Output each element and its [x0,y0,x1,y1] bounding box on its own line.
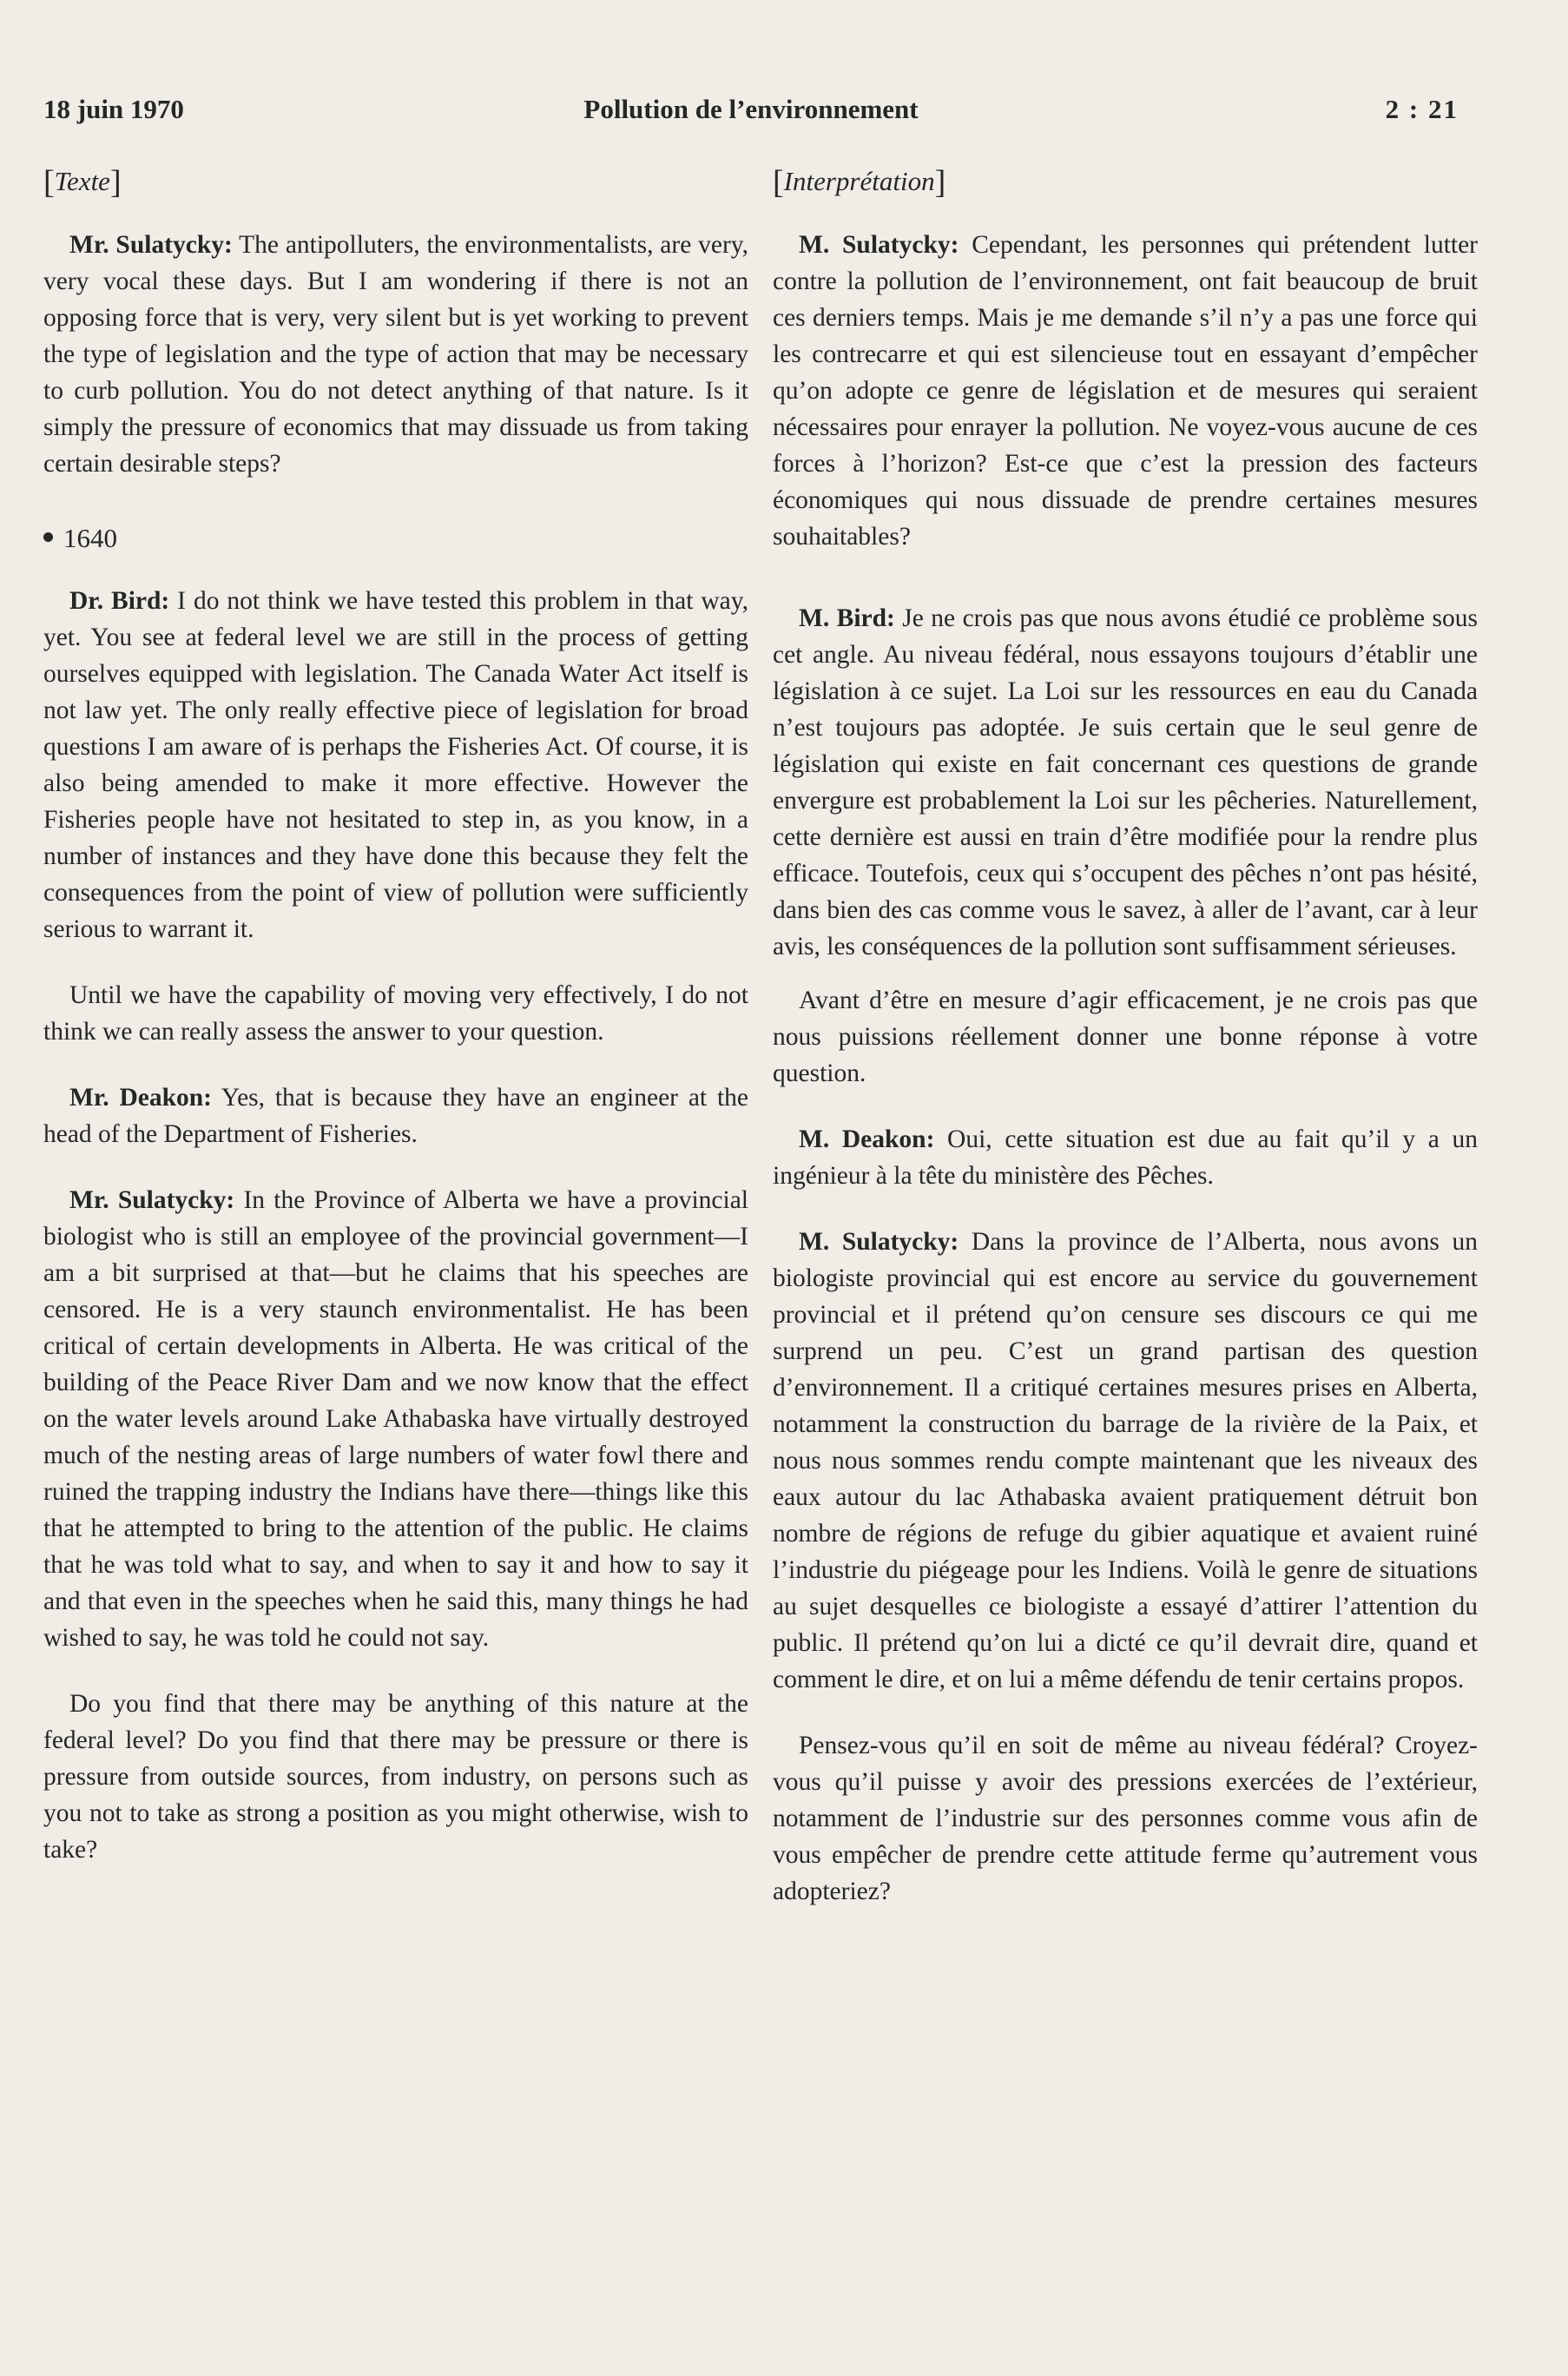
speaker-name: Mr. Sulatycky: [69,231,233,259]
left-column-english [43,163,748,1898]
section-label-texte: [Texte] [43,164,122,201]
paragraph-text: Until we have the capability of moving very effectively, I do not think we can really assess the answer to your question. [43,981,748,1046]
speaker-name: Mr. Sulatycky: [69,1186,235,1214]
paragraph-text: In the Province of Alberta we have a provincial biologist who is still an employee of the provincial government—I am a bit surprised at that—but he claims that his speeches are censored. He is a very staunch environmentalist. He has been critical of certain developments in Alberta. He was critical of the building of the Peace River Dam and we now know that the effect on the water levels around Lake Athabaska have virtually destroyed much of the nesting areas of large numbers of water fowl there and ruined the trapping industry the Indians have there—things like this that he attempted to bring to the attention of the public. He claims that he was told what to say, and when to say it and how to say it and that even in the speeches when he said this, many things he had wished to say, he was told he could not say. [43,1186,749,1652]
paragraph-text: Oui, cette situation est due au fait qu’il y a un ingénieur à la tête du ministère des Pêches. [773,1125,1478,1190]
paragraph-text: The antipolluters, the environmentalists, are very, very vocal these days. But I am wondering if there is not an opposing force that is very, very silent but is yet working to prevent the type of legislation and the type of action that may be necessary to curb pollution. You do not detect anything of that nature. Is it simply the pressure of economics that may dissuade us from taking certain desirable steps? [43,231,748,478]
speaker-name: M. Sulatycky: [799,231,959,259]
speaker-name: Dr. Bird: [69,587,170,615]
speaker-name: M. Bird: [799,604,895,632]
paragraph-text: Do you find that there may be anything of this nature at the federal level? Do you find that there may be pressure or there is pressure from outside sources, from industry, on persons such as you not to take as strong a position as you might otherwise, wish to take? [43,1690,748,1864]
paragraph-text: Cependant, les personnes qui prétendent lutter contre la pollution de l’environnement, ont fait beaucoup de bruit ces derniers temps. Mais je me demande s’il n’y a pas une force qui les contrecarre et qui est silencieuse tout en essayant d’empêcher qu’on adopte ce genre de législation et de mesures qui seraient nécessaires pour enrayer la pollution. Ne voyez-vous aucune de ces forces à l’horizon? Est-ce que c’est la pression des facteurs économiques qui nous dissuade de prendre certaines mesures souhaitables? [773,231,1479,551]
paragraph [43,227,748,482]
paragraph-text: Avant d’être en mesure d’agir efficacement, je ne crois pas que nous puissions réellement donner une bonne réponse à votre question. [773,987,1478,1087]
paragraph [43,583,748,947]
page-header [43,94,1459,129]
header-title: Pollution de l’environnement [583,94,919,124]
paragraph [43,1182,748,1656]
paragraph [773,600,1478,965]
paragraph [773,1727,1478,1910]
paragraph [773,1224,1478,1698]
paragraph [43,1079,748,1152]
paragraph-text: Pensez-vous qu’il en soit de même au niveau fédéral? Croyez-vous qu’il puisse y avoir des pressions exercées de l’extérieur, notamment de l’industrie sur des personnes comme vous afin de vous empêcher de prendre cette attitude ferme qu’autrement vous adopteriez? [773,1732,1478,1905]
paragraph [773,1121,1478,1194]
bullet-icon [43,532,53,542]
section-label-interpretation: [Interprétation] [773,164,946,201]
paragraph [773,227,1478,555]
paragraph-text: Je ne crois pas que nous avons étudié ce problème sous cet angle. Au niveau fédéral, nous essayons toujours d’établir une législation à ce sujet. La Loi sur les ressources en eau du Canada n’est toujours pas adoptée. Je suis certain que le seul genre de législation qui existe en fait concernant ces questions de grande envergure est probablement la Loi sur les pêcheries. Naturellement, cette dernière est aussi en train d’être modifiée pour la rendre plus efficace. Toutefois, ceux qui s’occupent des pêches n’ont pas hésité, dans bien des cas comme vous le savez, à aller de l’avant, car à leur avis, les conséquences de la pollution sont suffisamment sérieuses. [773,604,1478,960]
paragraph-text: Dans la province de l’Alberta, nous avons un biologiste provincial qui est encore au service du gouvernement provincial et il prétend qu’on censure ses discours ce qui me surprend un peu. C’est un grand partisan des question d’environnement. Il a critiqué certaines mesures prises en Alberta, notamment la construction du barrage de la rivière de la Paix, et nous nous sommes rendu compte maintenant que les niveaux des eaux autour du lac Athabaska avaient pratiquement détruit bon nombre de régions de refuge du gibier aquatique et avaient ruiné l’industrie du piégeage pour les Indiens. Voilà le genre de situations au sujet desquelles ce biologiste a essayé d’attirer l’attention du public. Il prétend qu’on lui a dicté ce qu’il devrait dire, quand et comment le dire, et on lui a même défendu de tenir certains propos. [773,1228,1479,1693]
paragraph-text: I do not think we have tested this problem in that way, yet. You see at federal level we are still in the process of getting ourselves equipped with legislation. The Canada Water Act itself is not law yet. The only really effective piece of legislation for broad questions I am aware of is perhaps the Fisheries Act. Of course, it is also being amended to make it more effective. However the Fisheries people have not hesitated to step in, as you know, in a number of instances and they have done this because they felt the consequences from the point of view of pollution were sufficiently serious to warrant it. [43,587,748,943]
speaker-name: Mr. Deakon: [69,1084,212,1112]
speaker-name: M. Sulatycky: [799,1228,959,1256]
paragraph [43,977,748,1050]
paragraph [773,982,1478,1092]
header-date: 18 juin 1970 [43,94,184,124]
speaker-name: M. Deakon: [799,1125,935,1153]
paragraph-text: Yes, that is because they have an engineer at the head of the Department of Fisheries. [43,1084,749,1148]
paragraph [43,1686,748,1868]
header-page-number: 2 : 21 [1385,94,1459,124]
time-marker: 1640 [43,520,748,557]
right-column-french [773,163,1478,1939]
